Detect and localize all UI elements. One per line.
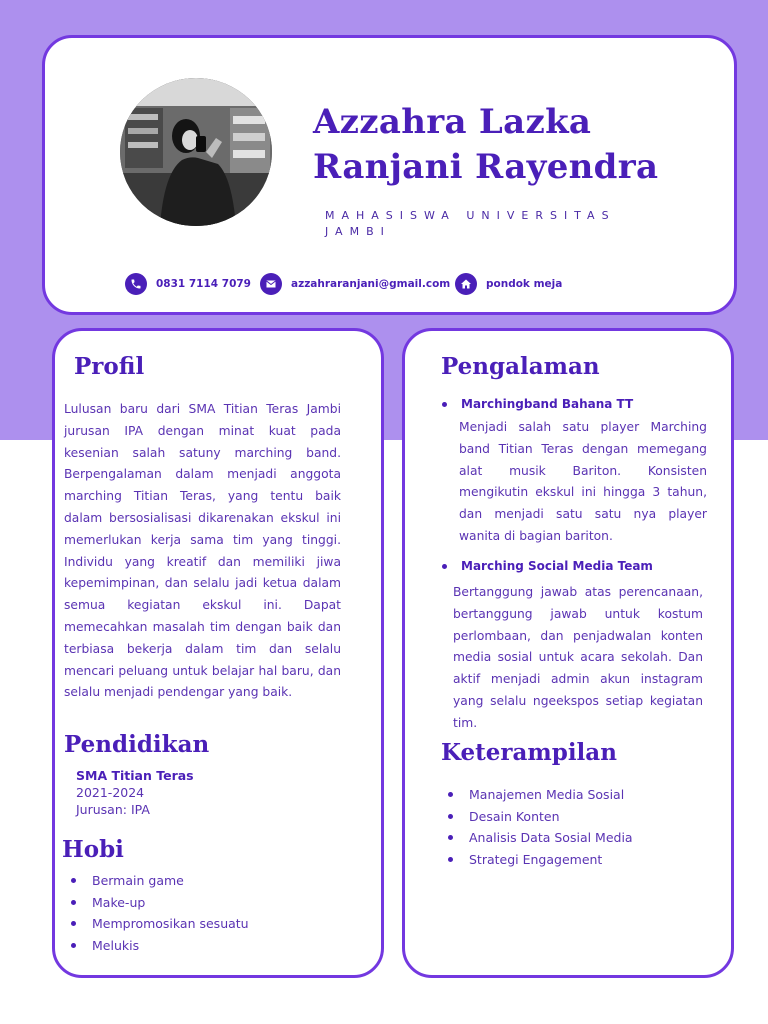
list-item: Strategi Engagement [441, 849, 633, 871]
keterampilan-heading: Keterampilan [441, 739, 617, 766]
name-line-1: Azzahra Lazka [313, 102, 592, 142]
keterampilan-list [441, 784, 633, 870]
job-title-2: Marching Social Media Team [441, 559, 653, 573]
hobi-list [64, 870, 249, 956]
job-desc-2: Bertanggung jawab atas perencanaan, bertanggung jawab untuk kostum perlombaan, dan penjadwalan konten media sosial untuk acara sekolah. Dan aktif menjadi admin akun instagram yang selalu ngeekspos setiap kegiatan tim. [453, 585, 703, 730]
contact-phone [125, 273, 251, 295]
pengalaman-heading: Pengalaman [441, 353, 600, 380]
contact-address [455, 273, 562, 295]
full-name [313, 100, 723, 190]
list-item: Desain Konten [441, 806, 633, 828]
list-item: Melukis [64, 935, 249, 957]
contact-email [260, 273, 450, 295]
pendidikan-heading: Pendidikan [64, 731, 210, 758]
list-item: Mempromosikan sesuatu [64, 913, 249, 935]
list-item: Bermain game [64, 870, 249, 892]
profil-text: Lulusan baru dari SMA Titian Teras Jambi jurusan IPA dengan minat kuat pada kesenian salah satuny marching band. Berpengalaman dalam menjadi anggota marching Titian Teras, yang tentu baik dalam bersosialisasi dikarenakan ekskul ini memerlukan kerja sama tim yang tinggi. Individu yang kreatif dan memiliki jiwa kepemimpinan, dan selalu jadi ketua dalam semua kegiatan ekskul ini. Dapat memecahkan masalah tim dengan baik dan terbiasa bekerja dalam tim dan selalu mencari peluang untuk belajar hal baru, dan selalu menjadi pendengar yang baik. [64, 402, 341, 700]
school-years: 2021-2024 [76, 785, 145, 800]
job-title-1: Marchingband Bahana TT [441, 397, 633, 411]
school-name: SMA Titian Teras [76, 768, 194, 783]
email-icon [260, 273, 282, 295]
list-item: Analisis Data Sosial Media [441, 827, 633, 849]
hobi-heading: Hobi [62, 836, 124, 863]
school-major: Jurusan: IPA [76, 802, 150, 817]
profil-heading: Profil [74, 353, 145, 380]
phone-icon [125, 273, 147, 295]
profile-photo [120, 78, 272, 226]
job-desc-1: Menjadi salah satu player Marching band Titian Teras dengan memegang alat musik Bariton. Konsisten mengikutin ekskul ini hingga 3 tahun, dan menjadi satu satu nya player wanita di bagian bariton. [459, 420, 707, 543]
list-item: Make-up [64, 892, 249, 914]
list-item: Manajemen Media Sosial [441, 784, 633, 806]
header-card [42, 35, 737, 315]
name-line-2: Ranjani Rayendra [313, 147, 659, 187]
right-column-card [402, 328, 734, 978]
left-column-card [52, 328, 384, 978]
job-subtitle: MAHASISWA UNIVERSITAS JAMBI [325, 209, 616, 238]
email-address: azzahraranjani@gmail.com [291, 278, 451, 290]
home-icon [455, 273, 477, 295]
address: pondok meja [486, 278, 563, 290]
phone-number: 0831 7114 7079 [156, 278, 251, 290]
